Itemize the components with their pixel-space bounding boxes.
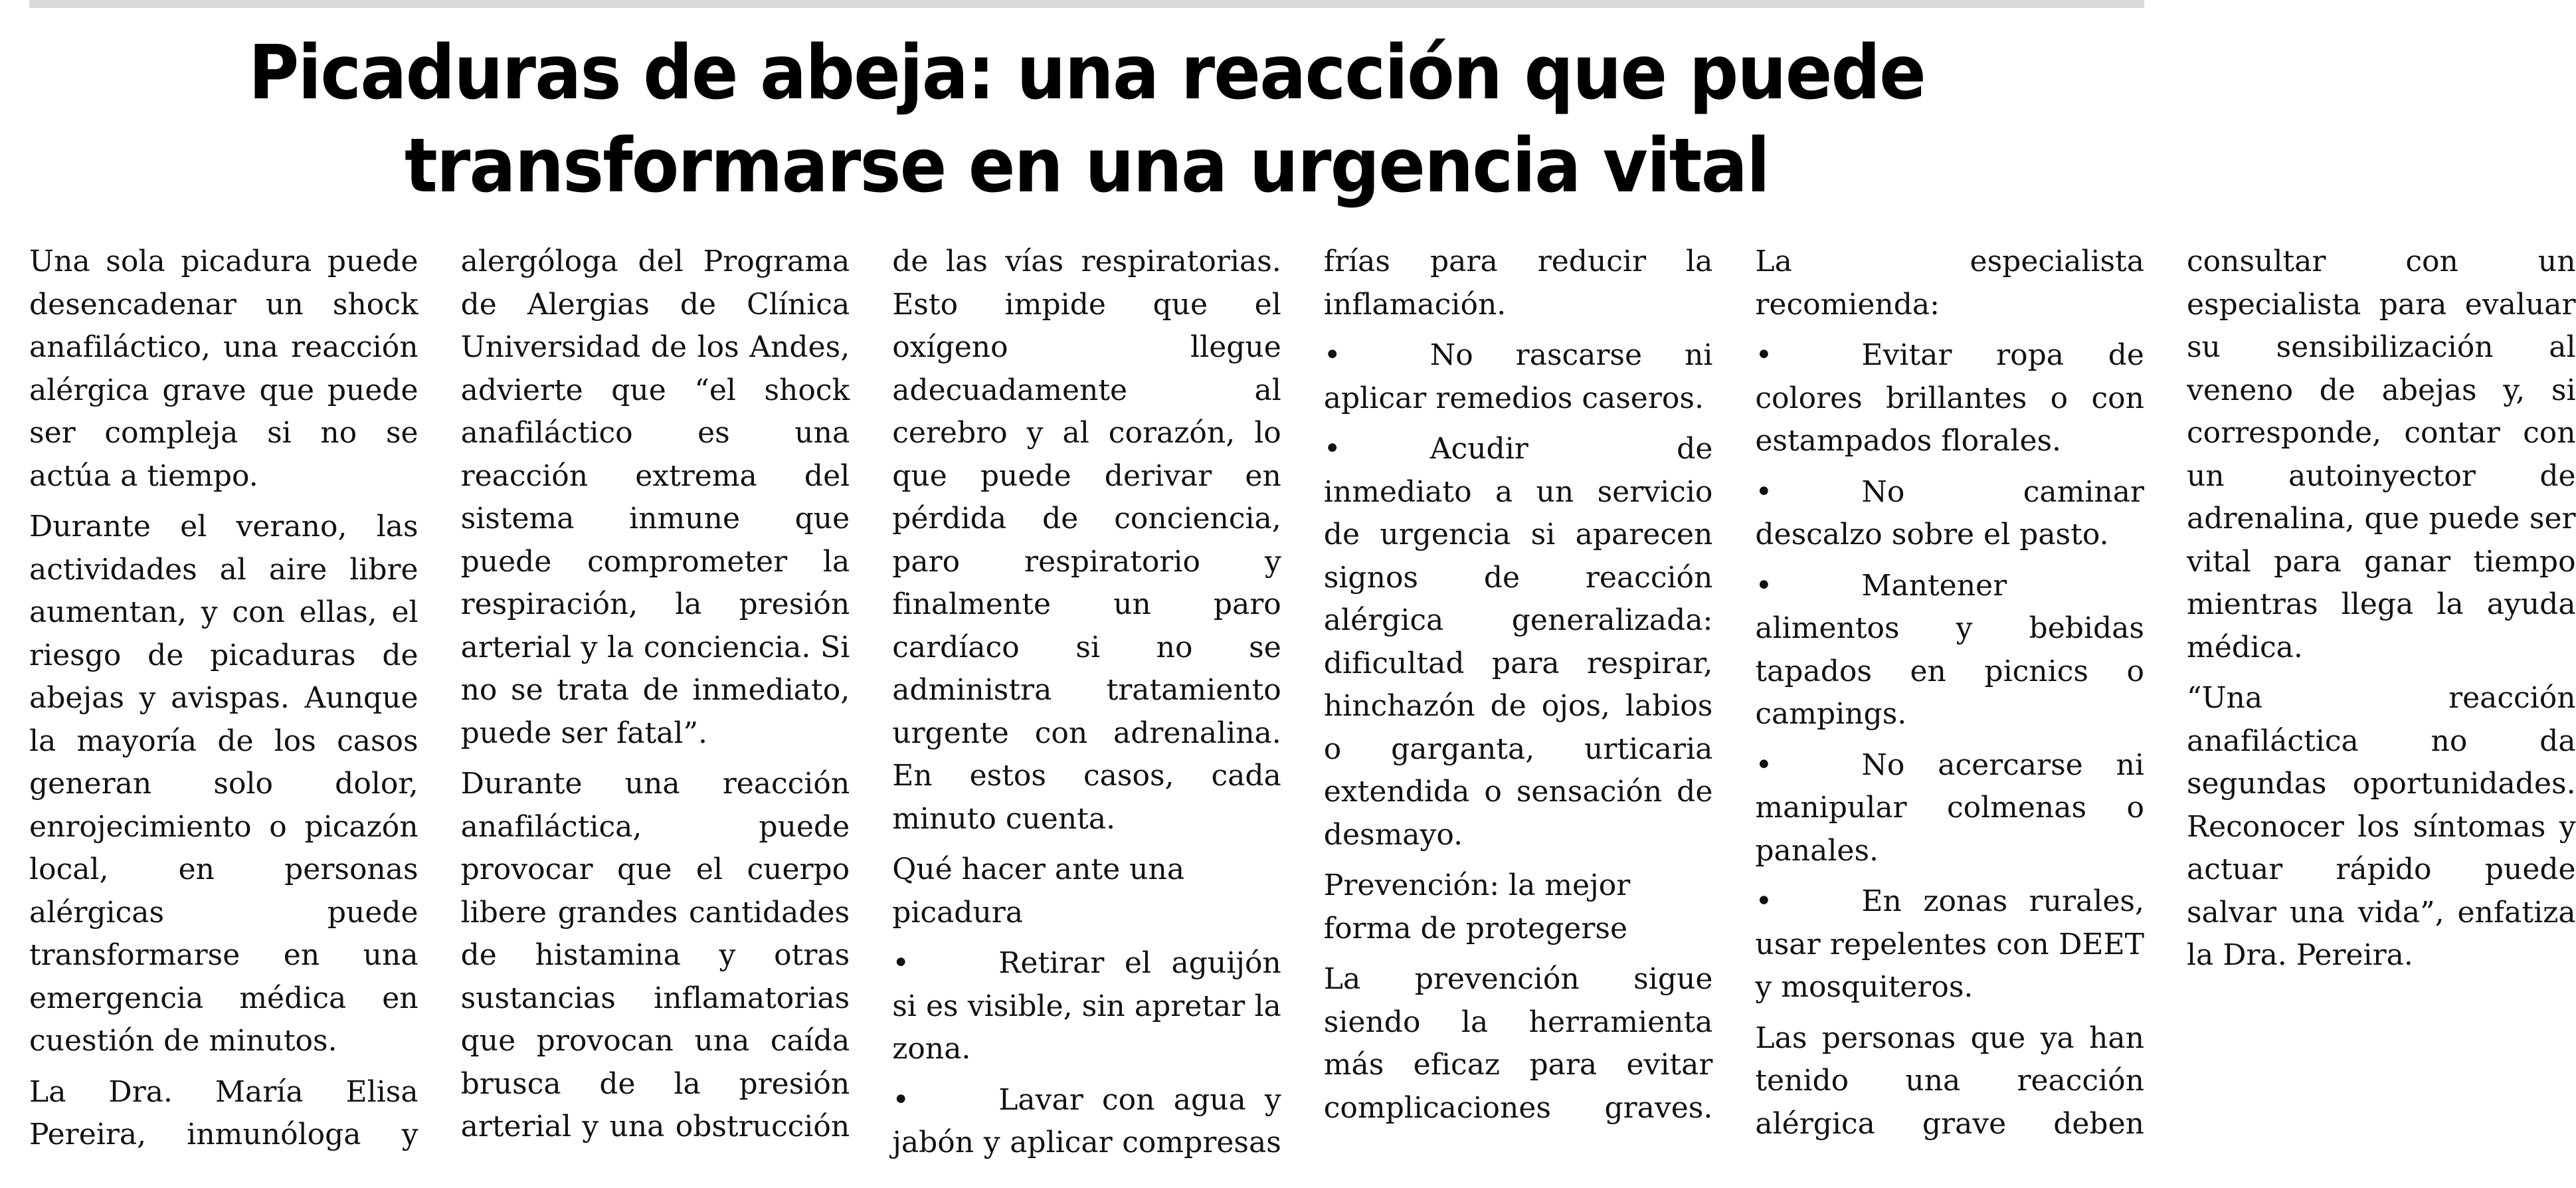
paragraph-summer: Durante el verano, las actividades al aire libre aumentan, y con ellas, el riesgo de picaduras de abejas y avispas. Aunque la mayoría de los casos generan solo dolor, enrojecimiento o picazón local, en personas alérgicas puede transformarse en una emergencia médica en cuestión de minutos. <box>29 510 418 1058</box>
list-item <box>1755 880 2144 1009</box>
list-item-text: Evitar ropa de colores brillantes o con estampados florales. <box>1755 338 2144 458</box>
paragraph-intro: Una sola picadura puede desencadenar un shock anafiláctico, una reacción alérgica grave que puede ser compleja si no se actúa a tiempo. <box>29 245 418 493</box>
list-item-text: En zonas rurales, usar repelentes con DEET y mosquiteros. <box>1755 884 2144 1004</box>
bullet-icon: • <box>1755 568 1773 603</box>
bullet-icon: • <box>1755 747 1773 782</box>
top-rule <box>29 0 2144 8</box>
bullet-icon: • <box>1323 432 1341 466</box>
list-item <box>1324 334 1713 420</box>
headline <box>76 27 2098 213</box>
headline-line-2: transformarse en una urgencia vital <box>404 123 1769 209</box>
list-item-text: No rascarse ni aplicar remedios caseros. <box>1323 338 1713 415</box>
list-item-text: No acercarse ni manipular colmenas o panales. <box>1755 747 2144 868</box>
paragraph-reaction: Durante una reacción anafiláctica, puede provocar que el cuerpo libere grandes cantidades de histamina y otras sustancias inflamatorias que provocan una caída brusca de la presión arterial y una obstrucción de las vías respiratorias. Esto impide que el oxígeno llegue adecuadamente al cerebro y al corazón, lo que puede derivar en pérdida de conciencia, paro respiratorio y finalmente un paro cardíaco si no se administra tratamiento urgente con adrenalina. En estos casos, cada minuto cuenta. <box>460 245 1281 1143</box>
bullet-icon: • <box>1323 338 1341 372</box>
bullet-icon: • <box>1755 338 1773 372</box>
bullet-icon: • <box>1755 884 1773 918</box>
list-item <box>1755 471 2144 557</box>
headline-line-1: Picaduras de abeja: una reacción que puede <box>248 30 1925 116</box>
list-item <box>1755 334 2144 463</box>
list-item-text: Mantener alimentos y bebidas tapados en picnics o campings. <box>1755 568 2144 731</box>
paragraph-specialist: Las personas que ya han tenido una reacción alérgica grave deben consultar con un especialista para evaluar su sensibilización al veneno de abejas y, si corresponde, contar con un autoinyector de adrenalina, que puede ser vital para ganar tiempo mientras llega la ayuda médica. <box>1755 245 2576 1141</box>
list-item <box>892 942 1281 1071</box>
subheading-prevention: Prevención: la mejor forma de protegerse <box>1323 868 1631 945</box>
list-item-text: Lavar con agua y jabón y aplicar compresas frías para reducir la inflamación. <box>892 245 1713 1159</box>
list-item-text: Retirar el aguijón si es visible, sin apretar la zona. <box>892 946 1281 1066</box>
bullet-icon: • <box>892 1082 910 1117</box>
bullet-icon: • <box>1755 474 1773 509</box>
article-body <box>29 241 2576 1171</box>
list-item-text: No caminar descalzo sobre el pasto. <box>1755 474 2144 551</box>
list-item <box>1324 428 1713 856</box>
paragraph-closing-quote: “Una reacción anafiláctica no da segundas oportunidades. Reconocer los síntomas y actuar rápido puede salvar una vida”, enfatiza la Dra. Pereira. <box>2186 681 2576 972</box>
paragraph-doctor-quote: La Dra. María Elisa Pereira, inmunóloga y alergóloga del Programa de Alergias de Clínica Universidad de los Andes, advierte que “el shock anafiláctico es una reacción extrema del sistema inmune que puede comprometer la respiración, la presión arterial y la conciencia. Si no se trata de inmediato, puede ser fatal”. <box>29 245 850 1151</box>
subheading-what-to-do: Qué hacer ante una picadura <box>892 852 1185 930</box>
paragraph-prevention: La prevención sigue siendo la herramienta más eficaz para evitar complicaciones graves. La especialista recomienda: <box>1323 245 2144 1125</box>
list-item-text: Acudir de inmediato a un servicio de urgencia si aparecen signos de reacción alérgica generalizada: dificultad para respirar, hinchazón de ojos, labios o garganta, urticaria extendida o sensación de desmayo. <box>1323 432 1713 852</box>
bullet-icon: • <box>892 946 910 980</box>
list-item <box>1755 565 2144 736</box>
list-item <box>1755 744 2144 873</box>
